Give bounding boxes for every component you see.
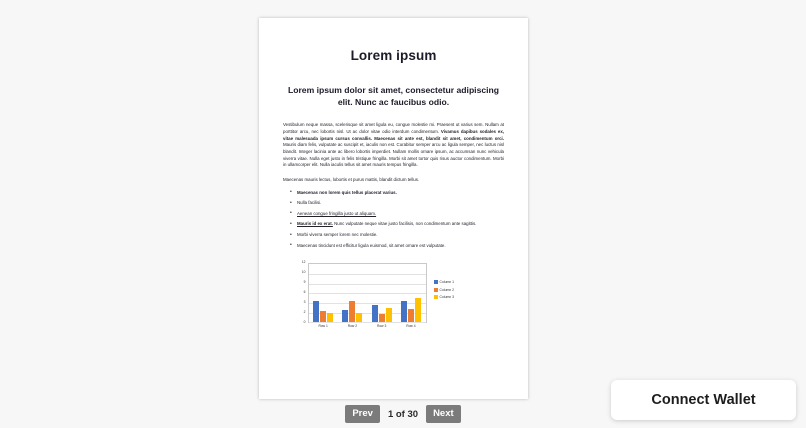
list-item [297, 221, 504, 228]
list-item [297, 211, 504, 218]
chart-bar [342, 310, 348, 322]
chart-bar [327, 313, 333, 323]
connect-wallet-button[interactable]: Connect Wallet [611, 380, 796, 420]
chart-legend-label: Column 2 [439, 287, 455, 292]
page-title: Lorem ipsum [350, 48, 437, 63]
paragraph-1 [283, 122, 504, 169]
document-subtitle: Lorem ipsum dolor sit amet, consectetur adipiscing elit. Nunc ac faucibus odio. [287, 85, 500, 107]
chart-bars [309, 264, 426, 322]
chart-bar-group [401, 264, 421, 322]
chart-legend-item [434, 280, 455, 284]
list-item [297, 243, 504, 250]
bar-chart [294, 260, 494, 331]
chart-bar-group [313, 264, 333, 322]
paragraph-2: Maecenas mauris lectus, lobortis et purus mattis, blandit dictum tellus. [283, 177, 420, 182]
next-page-button[interactable]: Next [426, 405, 461, 423]
prev-page-button[interactable]: Prev [345, 405, 380, 423]
chart-legend-swatch [434, 295, 438, 299]
chart-legend-item [434, 288, 455, 292]
chart-bar [415, 298, 421, 322]
paragraph-1-bold: Vivamus dapibus sodales ex, vitae malesuada ipsum cursus convallis. Maecenas sit ante est, blandit sit amet, condimentum orci. [283, 128, 504, 141]
chart-bar [401, 301, 407, 323]
list-item-link[interactable]: Aenean congue fringilla justo ut aliquam. [297, 210, 377, 216]
chart-x-tick: Row 4 [406, 324, 416, 329]
chart-legend [434, 280, 455, 299]
chart-gridline [309, 322, 426, 323]
list-item-bold-link[interactable]: Mauris id ex erat. [297, 221, 333, 227]
list-item-bold: Maecenas non lorem quis tellus placerat varius. [297, 189, 397, 195]
document-content [259, 48, 528, 331]
chart-bar [408, 309, 414, 323]
list-item [297, 200, 504, 207]
chart-x-axis [309, 324, 426, 328]
document-page [259, 18, 528, 399]
chart-bar-group [372, 264, 392, 322]
chart-bar [386, 308, 392, 323]
list-item-text: Nulla facilisi. [297, 200, 322, 206]
paragraph-1-text-b: Mauris diam felis, vulputate ac suscipit et, iaculis non est. Curabitur semper arcu ac ligula semper, nec luctus nisl blandit. Integer lacinia ante ac libero lobortis imperdiet. Nullam mollis ornare ipsum, ac accumsan nunc vehicula viverra vitae. Nulla eget justo in felis tristique fringilla. Morbi sit amet tortor quis risus auctor condimentum. Morbi in ullamcorper elit. Nulla iaculis tellus sit amet mauris tempus fringilla. [283, 142, 504, 168]
chart-bar-group [342, 264, 362, 322]
document-list [283, 190, 504, 250]
chart-legend-label: Column 3 [439, 295, 455, 300]
chart-legend-item [434, 295, 455, 299]
chart-x-tick: Row 2 [347, 324, 358, 329]
chart-legend-label: Column 1 [439, 280, 455, 285]
chart-legend-swatch [434, 288, 438, 292]
paragraph-1-text-a: Vestibulum neque massa, scelerisque sit amet ligula eu, congue molestie mi. Praesent ut varius sem. Nullam at porttitor arcu, nec lobortis nisl. Ut ac dolor vitae odio interdum condimentum. [283, 122, 504, 134]
chart-y-tick: 9 [303, 280, 306, 285]
chart-bar [349, 301, 355, 322]
chart-bar [320, 311, 326, 323]
chart-y-tick: 10 [301, 270, 306, 275]
chart-x-tick: Row 3 [376, 324, 387, 329]
list-item-text: Morbi viverra semper lorem nec molestie. [297, 232, 378, 238]
list-item [297, 190, 504, 197]
list-item [297, 232, 504, 239]
chart-legend-swatch [434, 280, 438, 284]
chart-y-tick: 0 [303, 320, 306, 325]
chart-y-tick: 3 [303, 300, 306, 305]
chart-y-tick: 2 [303, 310, 306, 315]
chart-y-tick: 12 [301, 260, 306, 265]
chart-bar [356, 313, 362, 323]
list-item-text: Nunc vulputate neque vitae justo facilisis, non condimentum ante sagittis. [332, 221, 477, 227]
chart-bar [379, 314, 385, 323]
chart-bar [372, 305, 378, 322]
list-item-text: Maecenas tincidunt est efficitur ligula euismod, sit amet ornare est vulputate. [297, 242, 446, 248]
chart-x-tick: Row 1 [318, 324, 328, 329]
chart-y-axis [294, 260, 307, 324]
page-indicator: 1 of 30 [387, 408, 419, 420]
chart-y-tick: 6 [303, 290, 306, 295]
chart-bar [313, 301, 319, 322]
